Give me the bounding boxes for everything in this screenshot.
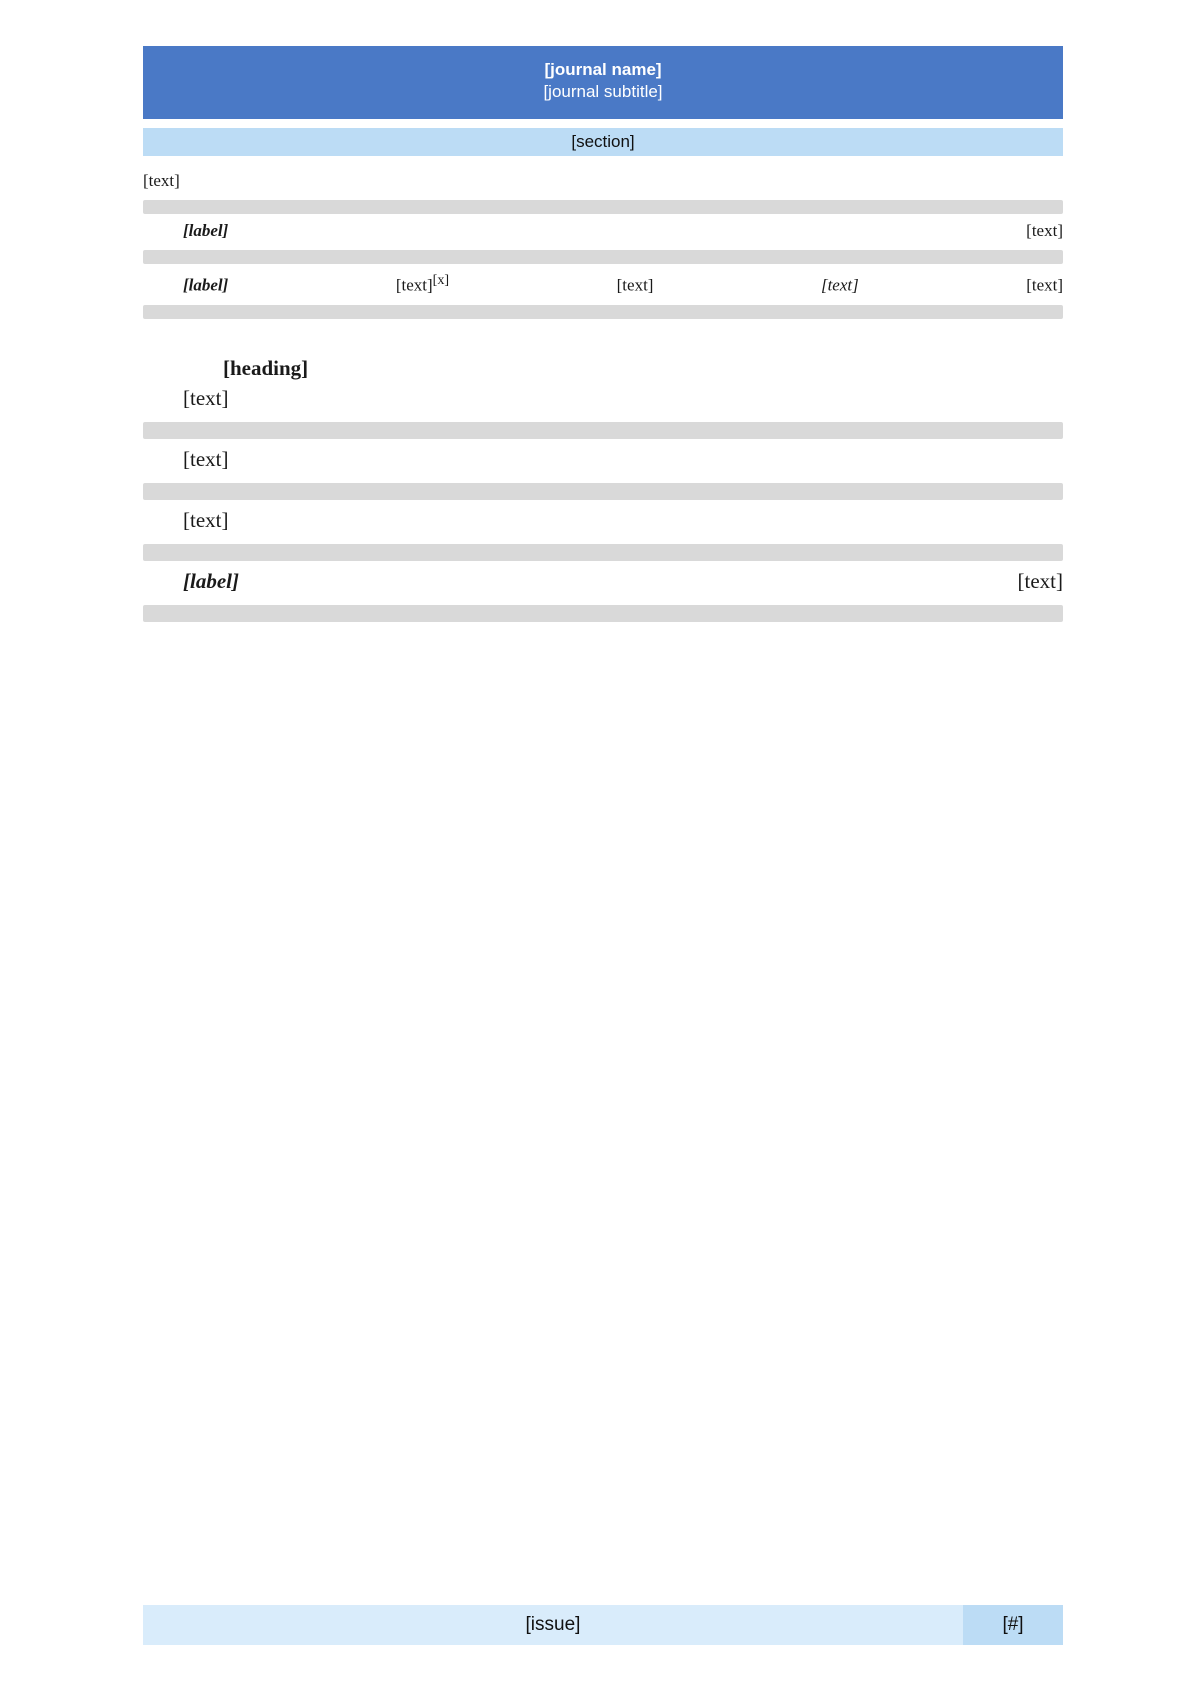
citation-text-2: [text] (616, 275, 654, 295)
keywords-text: [text] (1026, 221, 1063, 240)
citation-label: [label] (183, 275, 229, 295)
journal-subtitle: [journal subtitle] (543, 82, 663, 101)
page-number: [#] (963, 1605, 1063, 1645)
text-placeholder (143, 422, 1063, 439)
issue-label: [issue] (525, 1614, 581, 1635)
abstract-summary-text: [text] (143, 171, 180, 190)
citation-text-1: [text] (395, 275, 433, 295)
paragraph (143, 383, 1063, 444)
literature-label: [label] (183, 569, 239, 594)
abstract-summary (143, 168, 1063, 218)
page-footer (143, 1605, 1063, 1645)
text-placeholder (143, 250, 1063, 264)
text-placeholder (143, 305, 1063, 319)
citation (143, 268, 1063, 323)
paragraph-text: [text] (183, 508, 229, 533)
text-placeholder (143, 605, 1063, 622)
citation-text-3: [text] (1026, 275, 1064, 295)
paragraph (143, 444, 1063, 505)
article-body (143, 353, 1063, 628)
keywords-label: [label] (183, 221, 229, 240)
section-title: [section] (143, 128, 1063, 156)
abstract-block (143, 168, 1063, 323)
text-placeholder (143, 200, 1063, 214)
journal-banner (143, 46, 1063, 119)
page-content (143, 168, 1063, 627)
journal-name: [journal name] (544, 60, 662, 79)
text-placeholder (143, 544, 1063, 561)
citation-superscript: [x] (432, 272, 450, 288)
paragraph (143, 566, 1063, 627)
paragraph (143, 505, 1063, 566)
section-heading: [heading] (223, 355, 309, 380)
paragraph-text: [text] (183, 447, 229, 472)
citation-journal: [text] (820, 275, 859, 295)
keywords (143, 218, 1063, 268)
text-placeholder (143, 483, 1063, 500)
paragraph-text: [text] (183, 386, 229, 411)
paragraph-text: [text] (1017, 569, 1063, 594)
